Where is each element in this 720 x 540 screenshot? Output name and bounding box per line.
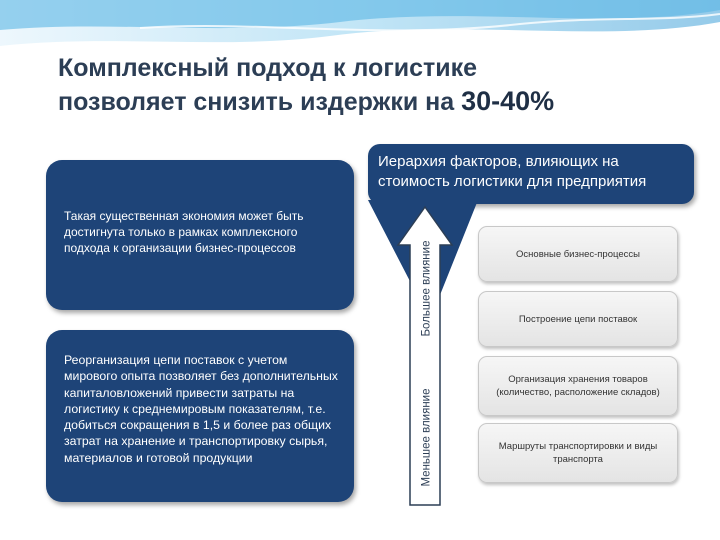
title-highlight: 30-40% bbox=[461, 86, 555, 116]
economy-text: Такая существенная экономия может быть достигнута только в рамках комплексного подхода к организации бизнес-процессов bbox=[64, 209, 304, 255]
hierarchy-header-text: Иерархия факторов, влияющих на стоимость логистики для предприятия bbox=[378, 153, 647, 190]
title-line-2 bbox=[58, 85, 698, 119]
factor-label: Построение цепи поставок bbox=[518, 313, 638, 325]
reorganization-box bbox=[46, 330, 354, 502]
greater-influence-label: Большее влияние bbox=[420, 240, 433, 337]
slide-title bbox=[58, 52, 698, 119]
decorative-wave bbox=[0, 0, 720, 60]
factor-box bbox=[478, 356, 678, 416]
factor-label: Маршруты транспортировки и виды транспорта bbox=[498, 441, 658, 465]
lesser-influence-label: Меньшее влияние bbox=[420, 388, 433, 487]
title-line-1: Комплексный подход к логистике bbox=[58, 54, 478, 82]
factor-box bbox=[478, 291, 678, 347]
reorganization-text: Реорганизация цепи поставок с учетом мирового опыта позволяет без дополнительных капиталовложений привести затраты на логистику к среднемировым показателям, т.е. добиться сокращения в 1,5 и более раз общих затрат на хранение и транспортировку сырья, материалов и готовой продукции bbox=[64, 353, 338, 465]
factor-box bbox=[478, 226, 678, 282]
factor-box bbox=[478, 423, 678, 483]
factor-label: Организация хранения товаров (количество, расположение складов) bbox=[496, 374, 660, 398]
hierarchy-header bbox=[368, 144, 694, 204]
factor-label: Основные бизнес-процессы bbox=[516, 248, 640, 260]
economy-box bbox=[46, 160, 354, 310]
title-line-2-text: позволяет снизить издержки на bbox=[58, 88, 462, 116]
